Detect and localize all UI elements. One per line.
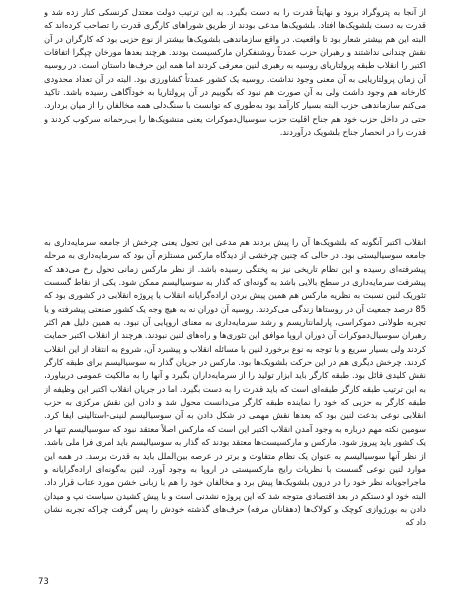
paragraph-1 <box>44 6 426 224</box>
paragraph-1-text: از آنجا به پتروگراد برود و نهایتاً قدرت را به دست بگیرد. به این ترتیب دولت معتدل کرنسکی کنار زده شد و قدرت به دست بلشویک‌ها افتاد. بلشویک‌ها مدعی بودند از طریق شوراهای کارگری قدرت را تصاحب کرده‌اند که البته این هم بیشتر شعار بود تا واقعیت. در واقع سازماندهی بلشویک‌ها بیشتر از نوع حزبی بود که کارگران در آن نقش چندانی نداشتند و رهبران حزب عمدتاً روشنفکران مارکسیست بودند. هرچند بعدها مورخان چپگرا اتفاقات اکتبر را انقلاب طبقه پرولتاریای روسیه به رهبری لنین معرفی کردند اما همه این حرف‌ها داستان است. در روسیه آن زمان پرولتاریایی به آن معنی وجود نداشت. روسیه یک کشور عمدتاً کشاورزی بود. البته در آن تعداد محدودی کارخانه هم وجود داشت ولی به آن صورت هم نبود که بگوییم در آن پرولتاریا به خودآگاهی رسیده باشد. تاکید می‌کنم سازماندهی حزب البته بسیار کارآمد بود به‌طوری که توانست با سنگ‌دلی همه مخالفان را از میان بردارد. حتی در داخل حزب خود هم جناح اقلیت حزب سوسیال‌دموکرات یعنی منشویک‌ها را بی‌رحمانه سرکوب کردند و قدرت را در انحصار جناح بلشویک درآوردند. <box>44 7 426 138</box>
page-number: 73 <box>38 577 49 587</box>
paragraph-2 <box>44 236 426 554</box>
paragraph-2-text: انقلاب اکتبر آنگونه که بلشویک‌ها آن را پیش بردند هم مدعی این تحول یعنی چرخش از جامعه سرمایه‌داری به جامعه سوسیالیستی بود. در حالی که چنین چرخشی از دیدگاه مارکس مستلزم آن بود که سرمایه‌داری به مرحله پیشرفته‌ای رسیده و این نظام تاریخی نیز به پختگی رسیده باشد. از نظر مارکس زمانی تحول رخ می‌دهد که پیشرفت سرمایه‌داری در سطح بالایی باشد به گونه‌ای که گذار به سوسیالیسم ممکن شود. یکی از نقاط گسست تئوریک لنین نسبت به نظریه مارکس هم همین پیش بردن اراده‌گرایانه انقلاب یا پروژه انقلابی در کشوری بود که 85 درصد جمعیت آن در روستاها زندگی می‌کردند. روسیه آن دوران نه به هیچ وجه یک کشور صنعتی پیشرفته و یا تجربه طولانی دموکراسی، پارلمانتاریسم و رشد سرمایه‌داری به معنای اروپایی آن نبود. به همین دلیل هم اکثر رهبران سوسیال‌دموکرات آن دوران اروپا موافق این تئوری‌ها و راه‌های لنین نبودند. هرچند از انقلاب اکتبر حمایت کردند ولی بسیار سریع و با توجه به نوع برخورد لنین با مسائله انقلاب و پیشبرد آن، شروع به انتقاد از این انقلاب کردند. چرخش دیگری هم در این حرکت بلشویک‌ها بود. مارکس در جریان گذار به سوسیالیسم برای طبقه کارگر نقش کلیدی قائل بود. طبقه کارگر باید ابزار تولید را از سرمایه‌داران بگیرد و آنها را به مالکیت عمومی دربیاورد، به این ترتیب طبقه کارگر طبقه‌ای است که باید قدرت را به دست بگیرد. اما در جریان انقلاب اکتبر این وظیفه از طبقه کارگر به حزبی که خود را نماینده طبقه کارگر می‌دانست محول شد و دادن این نقش مرکزی به حزب انقلابی نوعی بدعت لنین بود که بعدها نقش مهمی در شکل دادن به آن سوسیالیسم لنینی-استالینی ایفا کرد. سومین نکته مهم درباره به وجود آمدن انقلاب اکتبر این است که مارکس اصلاً معتقد نبود که سوسیالیسم تنها در یک کشور باید پیروز شود. مارکس و مارکسیست‌ها معتقد بودند که گذار به سوسیالیسم باید امری فرا ملی باشد. از نظر آنها سوسیالیسم به عنوان یک نظام متفاوت و برتر در عرصه بین‌الملل باید به قدرت برسد. در همه این موارد لنین نوعی گسست با نظریات رایج مارکسیستی در اروپا به وجود آورد. لنین به‌گونه‌ای اراده‌گرایانه و ماجراجویانه نظر خود را در درون بلشویک‌ها پیش برد و مخالفان خود را هم با زبانی خشن مورد عتاب قرار داد. البته خود او دستکم در بعد اقتصادی متوجه شد که این پروژه نشدنی است و با پیش کشیدن سیاست نپ و میدان دادن به بورژوازی کوچک و کولاک‌ها (دهقانان مرفه) حرف‌های گذشته خودش را پس گرفت چراکه تجربه نشان داد که <box>44 237 426 528</box>
